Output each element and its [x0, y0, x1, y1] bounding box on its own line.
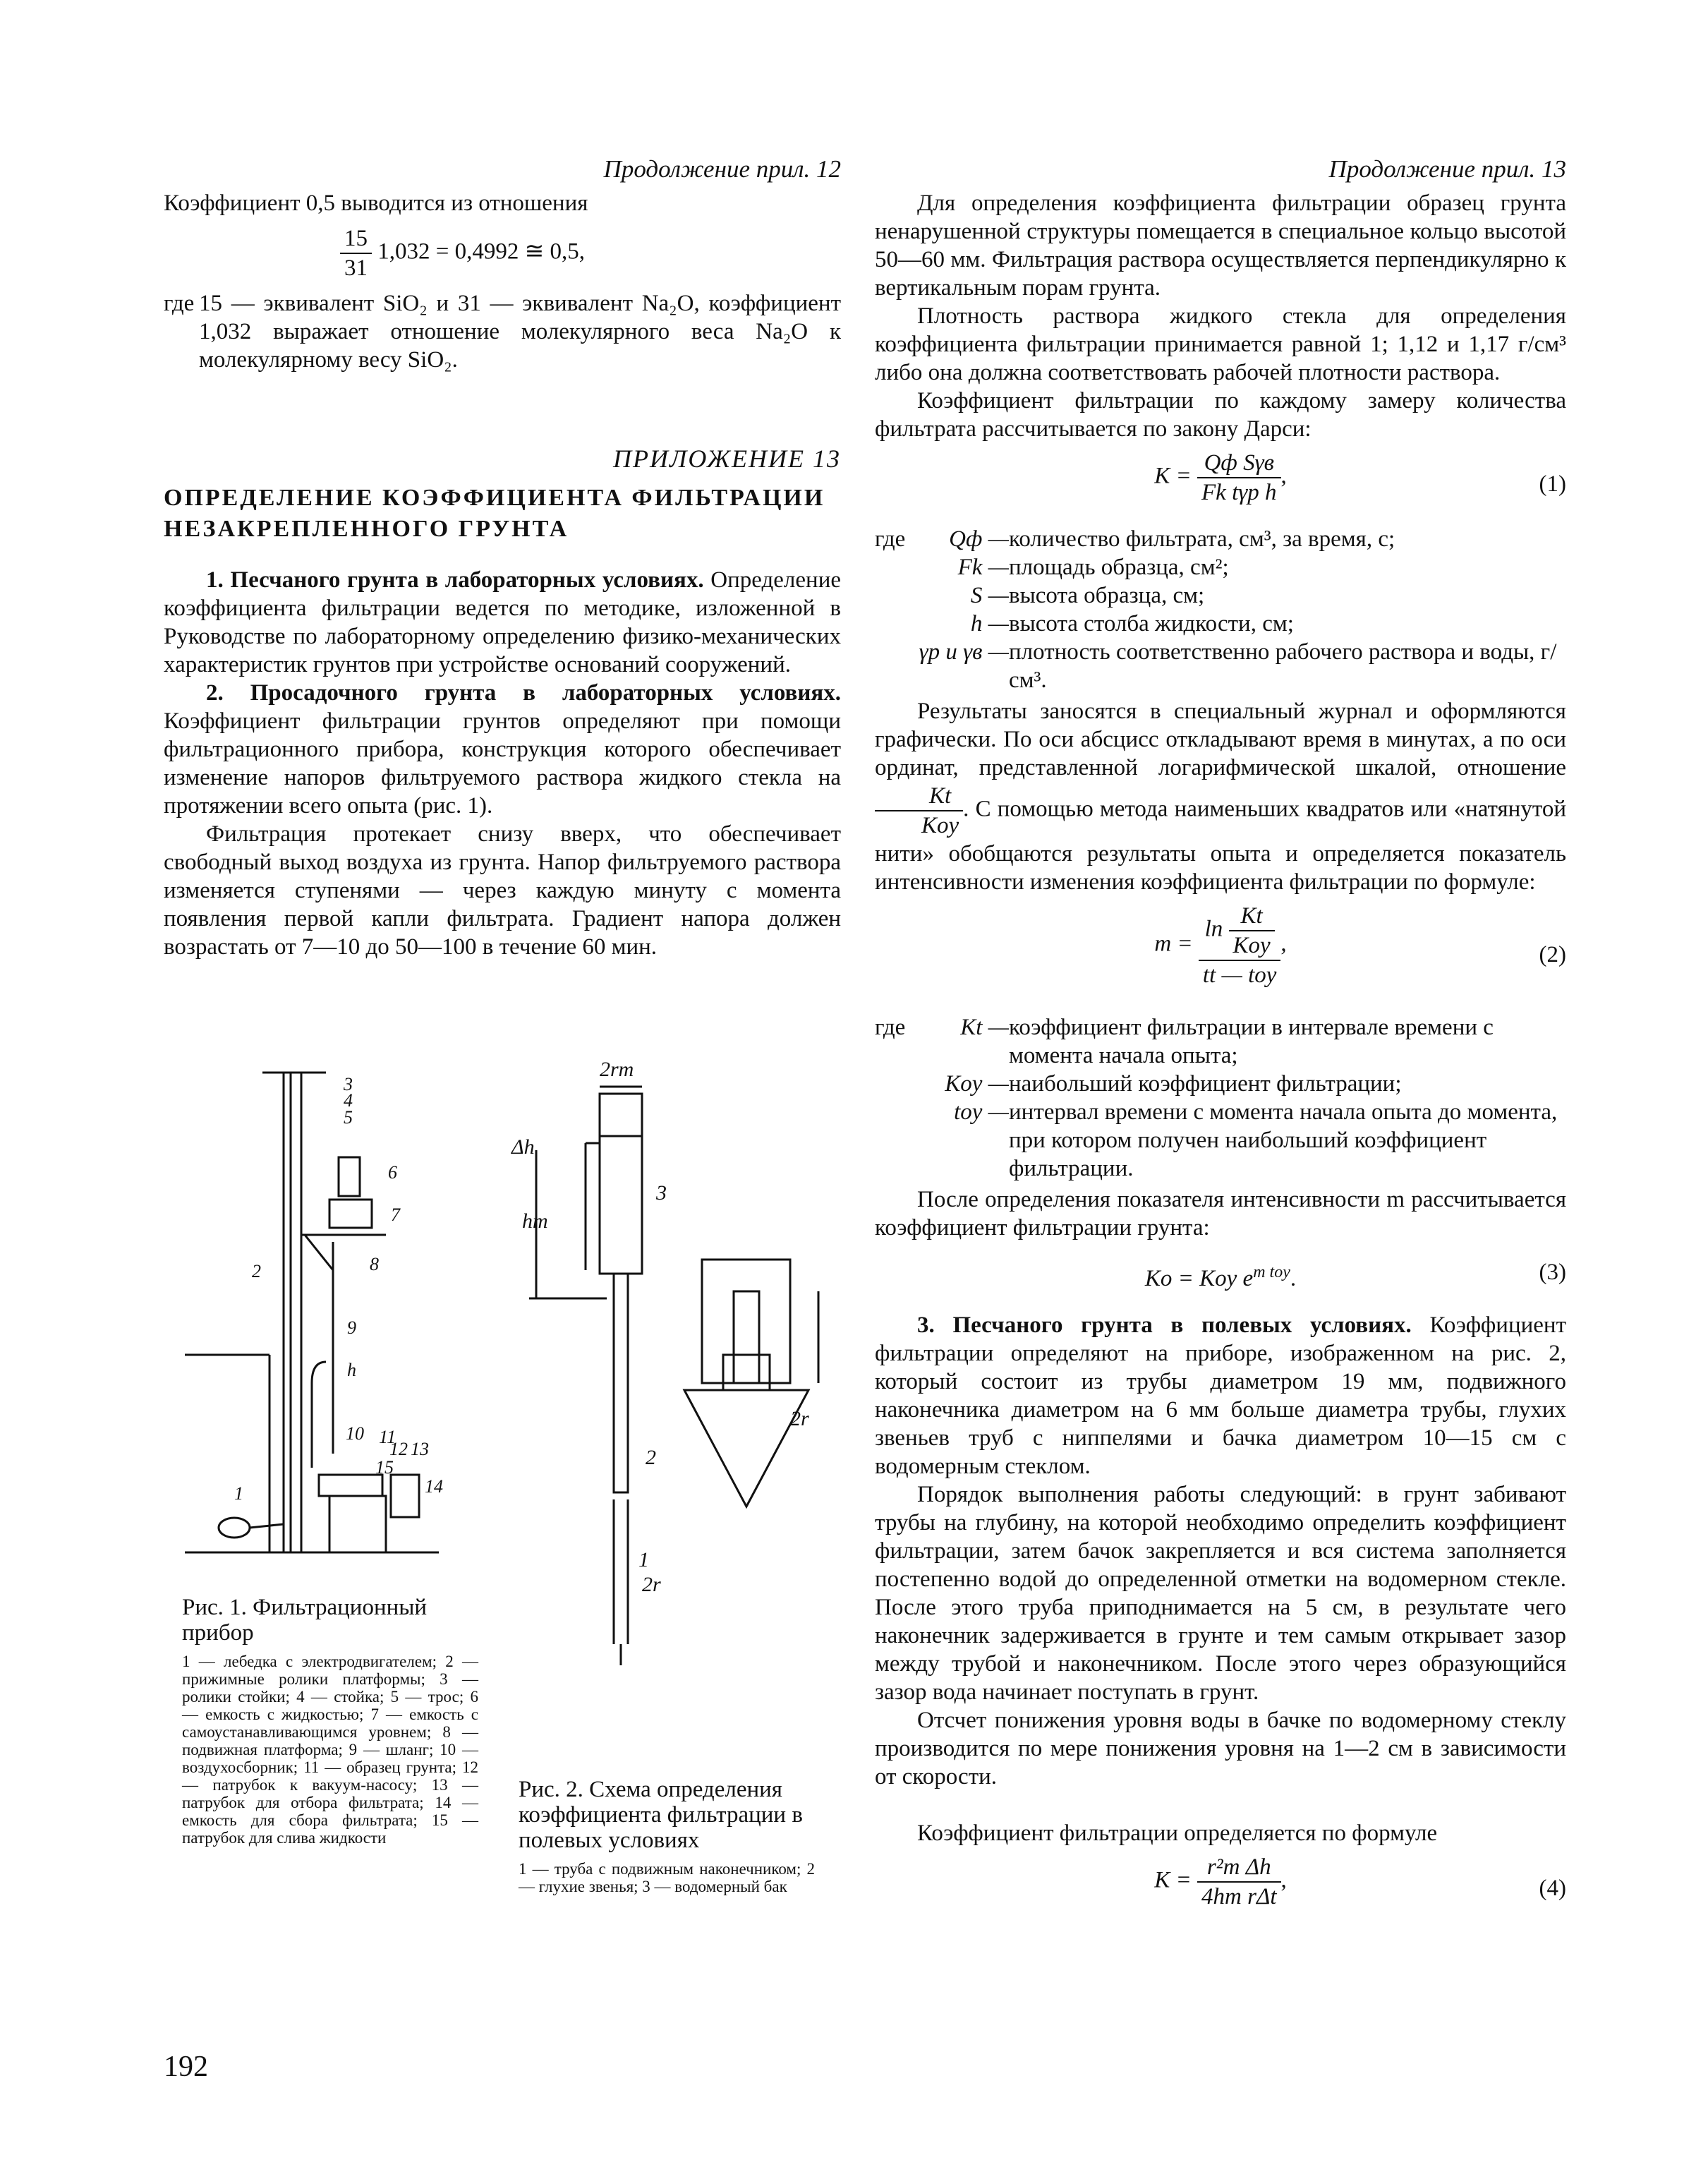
fig2-label: hm — [522, 1209, 548, 1233]
paragraph: Отсчет понижения уровня воды в бачке по водомерному стеклу производится по мере понижения уровня на 1—2 см в зависимости от скорости. — [875, 1708, 1566, 1789]
figure-1-legend: 1 — лебедка с электродвигателем; 2 — прижимные ролики платформы; 3 — ролики стойки; 4 — стойка; 5 — трос; 6 — емкость с жидкостью; 7 — емкость с самоустанавливающимся уровнем; 8 — подвижная платформа; 9 — шланг; 10 — воздухосборник; 11 — образец грунта; 12 — патрубок к вакуум-насосу; 13 — патрубок для отбора фильтрата; 14 — емкость для сбора фильтрата; 15 — патрубок для слива жидкости — [182, 1653, 478, 1847]
fig1-label: 11 — [379, 1427, 396, 1447]
fig1-label: 3 — [344, 1074, 353, 1094]
paragraph: После определения показателя интенсивности m рассчитывается коэффициент фильтрации грунта: — [875, 1187, 1566, 1241]
fig2-label: 2rm — [600, 1058, 634, 1081]
fig2-label: 2 — [646, 1446, 656, 1469]
appendix-title: ОПРЕДЕЛЕНИЕ КОЭФФИЦИЕНТА ФИЛЬТРАЦИИ НЕЗАКРЕПЛЕННОГО ГРУНТА — [164, 485, 825, 542]
equation-4: K = $\frac{\text{r²m Δh}}{\text{4hm rΔt}}$ , (4) — [1154, 1854, 1566, 1909]
left-column — [164, 155, 841, 961]
figure-2-caption: Рис. 2. Схема определения коэффициента фильтрации в полевых условиях — [519, 1777, 803, 1853]
figure-2-legend: 1 — труба с подвижным наконечником; 2 — глухие звенья; 3 — водомерный бак — [519, 1860, 815, 1895]
paragraph: Коэффициент 0,5 выводится из отношения — [164, 191, 588, 216]
figure-1-caption: Рис. 1. Фильтрационный прибор — [182, 1595, 428, 1646]
fig2-label: Δh — [511, 1135, 535, 1159]
equation-number: (3) — [1539, 1260, 1566, 1285]
fig2-label: 2r — [642, 1573, 661, 1596]
fig2-label: 1 — [638, 1548, 649, 1571]
equation-3: Ko = Koy $e^{m toy}$. (3) — [875, 1248, 1566, 1297]
equation-number: (4) — [1539, 1876, 1566, 1901]
paragraph: Коэффициент фильтрации по каждому замеру количества фильтрата рассчитывается по закону Дарси: — [875, 388, 1566, 442]
paragraph: Фильтрация протекает снизу вверх, что обеспечивает свободный выход воздуха из грунта. Напор фильтруемого раствора изменяется ступенями — через каждую минуту с момента появления первой капли фильтрата. Градиент напора должен возрастать от 7—10 до 50—100 в течение 60 мин. — [164, 821, 841, 960]
fig1-label: 6 — [388, 1162, 397, 1183]
fig1-label: 4 — [344, 1090, 353, 1111]
section-2: 2. Просадочного грунта в лабораторных условиях. Коэффициент фильтрации грунтов определяют при помощи фильтрационного прибора, конструкция которого обеспечивает изменение напоров фильтруемого раствора жидкого стекла на протяжении всего опыта (рис. 1). — [164, 680, 841, 819]
fig1-label: 7 — [391, 1205, 400, 1225]
appendix-header: ПРИЛОЖЕНИЕ 13 — [613, 445, 841, 473]
fig1-label: 12 — [389, 1439, 408, 1459]
where-block: где Qф — количество фильтрата, см³, за время, с; Fk — площадь образца, см²; S — высота образца, см; h — высота столба жидкости, см; γр и γв — плотность соответственно рабочего раствора и воды, г/см³. — [875, 526, 1557, 693]
fig1-label: 15 — [375, 1457, 394, 1478]
section-3: 3. Песчаного грунта в полевых условиях. Коэффициент фильтрации определяют на приборе, изображенном на рис. 2, который состоит из трубы диаметром 19 мм, подвижного наконечника диаметром на 6 мм больше диаметра трубы, глухих звеньев труб с ниппелями и бачка диаметром 10—15 см с водомерным стеклом. — [875, 1312, 1567, 1479]
paragraph: Для определения коэффициента фильтрации образец грунта ненарушенной структуры помещается в специальное кольцо высотой 50—60 мм. Фильтрация раствора осуществляется перпендикулярно к вертикальным порам грунта. — [875, 191, 1566, 301]
fig1-label: 9 — [347, 1317, 356, 1338]
fig1-label: 10 — [346, 1423, 364, 1444]
fig2-label: 3 — [656, 1181, 667, 1205]
where-block: где Kt — коэффициент фильтрации в интервале времени с момента начала опыта; Koy — наибольший коэффициент фильтрации; toy — интервал времени с момента начала опыта до момента, при котором получен наибольший коэффициент фильтрации. — [875, 1015, 1558, 1181]
paragraph: Плотность раствора жидкого стекла для определения коэффициента фильтрации принимается равной 1; 1,12 и 1,17 г/см³ либо она должна соответствовать рабочей плотности раствора. — [875, 303, 1566, 385]
where-block: где 15 — эквивалент SiO₂ и 31 — эквивалент Na₂O, коэффициент 1,032 выражает отношение молекулярного веса Na₂O к молекулярному весу SiO₂. — [164, 291, 841, 373]
paragraph: Результаты заносятся в специальный журнал и оформляются графически. По оси абсцисс откладывают время в минутах, а по оси ординат, представленной логарифмической шкалой, отношение $\frac{Kt}{\text{Koy}}$ . С помощью метода наименьших квадратов или «натянутой нити» обобщаются результаты опыта и определяется показатель интенсивности изменения коэффициента фильтрации по формуле: — [875, 699, 1566, 895]
section-1: 1. Песчаного грунта в лабораторных условиях. Определение коэффициента фильтрации ведется по методике, изложенной в Руководстве по лабораторному определению физико-механических характеристик грунтов при устройстве оснований сооружений. — [164, 567, 842, 677]
fig1-label: 14 — [425, 1476, 443, 1497]
right-column — [875, 155, 1566, 1929]
figure-1-caption-block — [182, 1595, 478, 1847]
fig1-label: 2 — [252, 1261, 261, 1281]
running-header-right: Продолжение прил. 13 — [1328, 155, 1566, 183]
paragraph: Порядок выполнения работы следующий: в грунт забивают трубы на глубину, на которой необходимо определить коэффициент фильтрации, затем бачок закрепляется и вся система заполняется постепенно водой до определенной отметки на водомерном стекле. После этого труба приподнимается на 5 см, в результате чего наконечник задерживается в грунте и тем самым открывает зазор между трубой и наконечником. После этого через образующийся зазор вода начинает поступать в грунт. — [875, 1482, 1566, 1705]
equation-number: (1) — [1539, 471, 1566, 497]
figure-2-drawing — [508, 1058, 840, 1778]
paragraph: Коэффициент фильтрации определяется по формуле — [917, 1821, 1438, 1846]
equation-number: (2) — [1539, 942, 1566, 967]
fig1-label: 5 — [344, 1107, 353, 1128]
fig1-label: h — [347, 1360, 356, 1380]
running-header-left: Продолжение прил. 12 — [603, 155, 841, 183]
fig2-label: 2r — [790, 1407, 809, 1430]
figure-1-drawing — [185, 1058, 453, 1567]
equation-2: m = ln $\frac{Kt}{\text{Koy}}$ tt — toy , (2) — [1154, 903, 1566, 988]
fig1-label: 8 — [370, 1254, 379, 1274]
equation-ratio: $\frac{15}{31}$ 1,032 = 0,4992 ≅ 0,5, — [340, 224, 841, 282]
fig1-label: 1 — [234, 1483, 243, 1504]
page-number: 192 — [164, 2051, 208, 2083]
equation-1: K = $\frac{\text{Qф Sγв}}{\text{Fk tγр h}}$ , (1) — [1154, 450, 1566, 505]
fig1-label: 13 — [411, 1439, 429, 1459]
figure-2-caption-block — [519, 1777, 815, 1895]
